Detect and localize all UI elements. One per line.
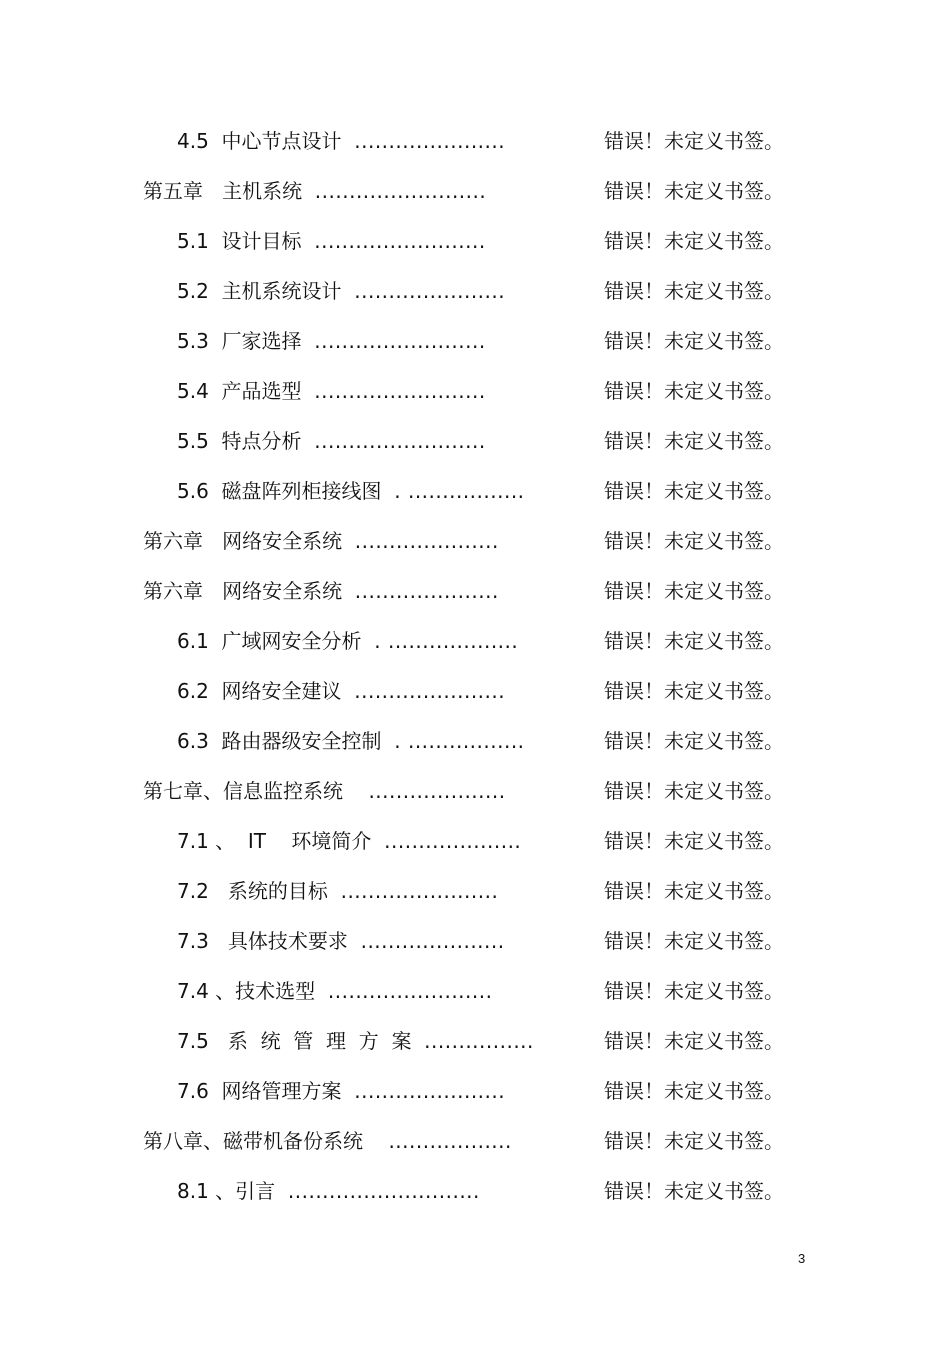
toc-section-entry[interactable] xyxy=(0,416,950,466)
toc-entry-title xyxy=(143,766,506,816)
toc-entry-title xyxy=(177,316,486,366)
toc-leader-dots: ..................... xyxy=(354,579,499,603)
toc-chapter-entry[interactable] xyxy=(0,566,950,616)
toc-page-reference: 错误！未定义书签。 xyxy=(604,979,784,1003)
toc-page-reference: 错误！未定义书签。 xyxy=(604,279,784,303)
toc-leader-dots: ...................... xyxy=(354,1079,506,1103)
toc-section-entry[interactable] xyxy=(0,1016,950,1066)
toc-leader-dots: ..................... xyxy=(354,529,499,553)
toc-entry-title xyxy=(177,716,525,766)
toc-page-reference: 错误！未定义书签。 xyxy=(604,1179,784,1203)
toc-section-entry[interactable] xyxy=(0,716,950,766)
toc-leader-dots: ......................... xyxy=(314,329,486,353)
toc-entry-text: 5.4 产品选型 xyxy=(177,379,315,403)
toc-section-entry[interactable] xyxy=(0,1066,950,1116)
toc-leader-dots: ....................... xyxy=(340,879,499,903)
toc-page-reference: 错误！未定义书签。 xyxy=(604,379,784,403)
toc-leader-dots: ......................... xyxy=(314,179,487,203)
toc-leader-dots: ................ xyxy=(424,1029,534,1053)
toc-entry-text: 6.3 路由器级安全控制 xyxy=(177,729,395,753)
toc-page-reference: 错误！未定义书签。 xyxy=(604,179,784,203)
toc-entry-title xyxy=(143,516,499,566)
toc-entry-text: 7.3 具体技术要求 xyxy=(177,929,361,953)
toc-section-entry[interactable] xyxy=(0,816,950,866)
toc-leader-dots: .................... xyxy=(384,829,522,853)
toc-entry-text: 6.1 广域网安全分析 xyxy=(177,629,375,653)
toc-entry-title xyxy=(177,366,486,416)
toc-section-entry[interactable] xyxy=(0,616,950,666)
toc-section-entry[interactable] xyxy=(0,1166,950,1216)
toc-entry-text: 第六章 网络安全系统 xyxy=(143,529,355,553)
toc-leader-dots: .................... xyxy=(368,779,506,803)
toc-page-reference: 错误！未定义书签。 xyxy=(604,229,784,253)
toc-entry-text: 5.3 厂家选择 xyxy=(177,329,315,353)
toc-entry-title xyxy=(177,966,492,1016)
toc-page-reference: 错误！未定义书签。 xyxy=(604,329,784,353)
toc-entry-text: 4.5 中心节点设计 xyxy=(177,129,355,153)
toc-entry-text: 7.2 系统的目标 xyxy=(177,879,341,903)
toc-page-reference: 错误！未定义书签。 xyxy=(604,629,784,653)
toc-entry-text: 5.5 特点分析 xyxy=(177,429,315,453)
toc-entry-text: 7.6 网络管理方案 xyxy=(177,1079,355,1103)
toc-page-reference: 错误！未定义书签。 xyxy=(604,479,784,503)
toc-chapter-entry[interactable] xyxy=(0,766,950,816)
toc-page-reference: 错误！未定义书签。 xyxy=(604,1029,784,1053)
toc-entry-title xyxy=(143,166,486,216)
toc-section-entry[interactable] xyxy=(0,466,950,516)
toc-entry-text: 8.1 、引言 xyxy=(177,1179,288,1203)
toc-leader-dots: ...................... xyxy=(354,279,506,303)
toc-section-entry[interactable] xyxy=(0,916,950,966)
toc-entry-title xyxy=(177,116,505,166)
toc-leader-dots: .................. xyxy=(388,1129,512,1153)
toc-chapter-entry[interactable] xyxy=(0,1116,950,1166)
toc-entry-text: 第五章 主机系统 xyxy=(143,179,315,203)
toc-entry-text: 7.4 、技术选型 xyxy=(177,979,328,1003)
toc-page-reference: 错误！未定义书签。 xyxy=(604,1129,784,1153)
toc-entry-title xyxy=(177,816,521,866)
toc-entry-title xyxy=(177,416,486,466)
toc-page-reference: 错误！未定义书签。 xyxy=(604,879,784,903)
toc-section-entry[interactable] xyxy=(0,216,950,266)
toc-page-reference: 错误！未定义书签。 xyxy=(604,1079,784,1103)
toc-page-reference: 错误！未定义书签。 xyxy=(604,579,784,603)
toc-entry-title xyxy=(177,466,525,516)
toc-leader-dots: ......................... xyxy=(314,379,486,403)
toc-leader-dots: . ................. xyxy=(394,729,525,753)
toc-entry-text: 5.2 主机系统设计 xyxy=(177,279,355,303)
toc-entry-text: 5.6 磁盘阵列柜接线图 xyxy=(177,479,395,503)
toc-chapter-entry[interactable] xyxy=(0,166,950,216)
toc-leader-dots: ............................ xyxy=(287,1179,480,1203)
toc-section-entry[interactable] xyxy=(0,866,950,916)
table-of-contents xyxy=(0,116,950,1216)
toc-leader-dots: ......................... xyxy=(314,229,486,253)
toc-entry-title xyxy=(143,1116,512,1166)
toc-page-reference: 错误！未定义书签。 xyxy=(604,529,784,553)
toc-leader-dots: ...................... xyxy=(354,129,506,153)
toc-entry-text: 第六章 网络安全系统 xyxy=(143,579,355,603)
toc-leader-dots: ..................... xyxy=(360,929,505,953)
toc-page-reference: 错误！未定义书签。 xyxy=(604,429,784,453)
toc-section-entry[interactable] xyxy=(0,266,950,316)
toc-page-reference: 错误！未定义书签。 xyxy=(604,929,784,953)
toc-section-entry[interactable] xyxy=(0,966,950,1016)
toc-entry-text: 7.1 、 IT 环境简介 xyxy=(177,829,385,853)
toc-entry-title xyxy=(143,566,499,616)
toc-entry-text: 第八章、磁带机备份系统 xyxy=(143,1129,389,1153)
toc-entry-text: 5.1 设计目标 xyxy=(177,229,315,253)
toc-entry-title xyxy=(177,866,498,916)
toc-leader-dots: . ................. xyxy=(394,479,525,503)
toc-chapter-entry[interactable] xyxy=(0,516,950,566)
toc-entry-title xyxy=(177,666,505,716)
toc-page-reference: 错误！未定义书签。 xyxy=(604,729,784,753)
toc-page-reference: 错误！未定义书签。 xyxy=(604,129,784,153)
toc-entry-text: 7.5 系 统 管 理 方 案 xyxy=(177,1029,425,1053)
toc-entry-title xyxy=(177,916,505,966)
toc-entry-title xyxy=(177,216,486,266)
toc-leader-dots: . ................... xyxy=(374,629,519,653)
toc-page-reference: 错误！未定义书签。 xyxy=(604,779,784,803)
toc-page-reference: 错误！未定义书签。 xyxy=(604,679,784,703)
toc-leader-dots: ........................ xyxy=(327,979,493,1003)
toc-section-entry[interactable] xyxy=(0,366,950,416)
page-number: 3 xyxy=(798,1251,806,1266)
toc-entry-title xyxy=(177,616,518,666)
toc-entry-title xyxy=(177,1016,534,1066)
toc-section-entry[interactable] xyxy=(0,316,950,366)
toc-section-entry[interactable] xyxy=(0,666,950,716)
toc-entry-text: 6.2 网络安全建议 xyxy=(177,679,355,703)
toc-page-reference: 错误！未定义书签。 xyxy=(604,829,784,853)
toc-entry-title xyxy=(177,1166,480,1216)
toc-leader-dots: ......................... xyxy=(314,429,486,453)
toc-entry-title xyxy=(177,266,505,316)
toc-section-entry[interactable] xyxy=(0,116,950,166)
toc-leader-dots: ...................... xyxy=(354,679,506,703)
toc-entry-text: 第七章、信息监控系统 xyxy=(143,779,369,803)
toc-entry-title xyxy=(177,1066,505,1116)
